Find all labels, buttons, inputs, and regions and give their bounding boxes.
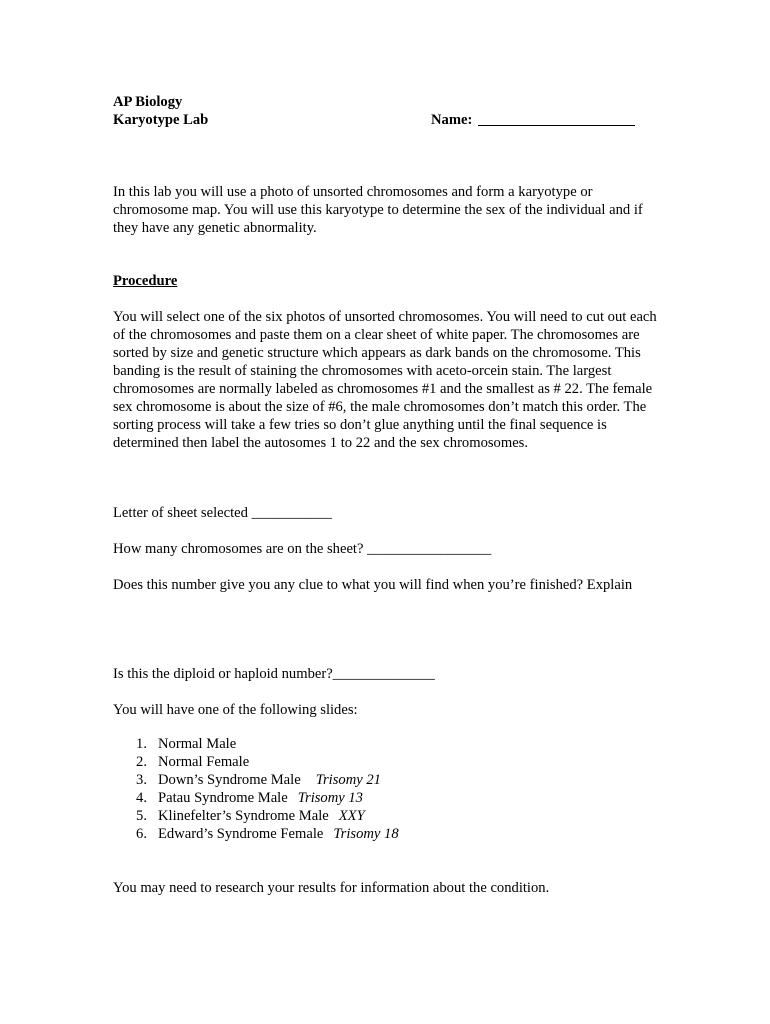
list-item bbox=[113, 771, 613, 789]
list-item-number: 5. bbox=[136, 808, 147, 824]
question-number-clue: Does this number give you any clue to what you will find when you’re finished? Explain bbox=[113, 577, 633, 593]
list-item-number: 2. bbox=[136, 754, 147, 770]
list-item-name: Down’s Syndrome Male bbox=[158, 772, 301, 788]
list-item-name: Patau Syndrome Male bbox=[158, 790, 288, 806]
list-item bbox=[113, 735, 613, 753]
list-item bbox=[113, 825, 613, 843]
list-item-name: Normal Male bbox=[158, 736, 237, 752]
list-item-name: Normal Female bbox=[158, 754, 250, 770]
list-item-note: XXY bbox=[338, 808, 365, 824]
list-item-number: 6. bbox=[136, 826, 147, 842]
question-diploid-haploid: Is this the diploid or haploid number?______________ bbox=[113, 666, 435, 682]
list-item-name: Klinefelter’s Syndrome Male bbox=[158, 808, 329, 824]
procedure-paragraph: You will select one of the six photos of unsorted chromosomes. You will need to cut out each of the chromosomes and paste them on a clear sheet of white paper. The chromosomes are sorted by size and genetic structure which appears as dark bands on the chromosome. This banding is the result of staining the chromosomes with aceto-orcein stain. The largest chromosomes are normally labeled as chromosomes #1 and the smallest as # 22. The female sex chromosome is about the size of #6, the male chromosomes don’t match this order. The sorting process will take a few tries so don’t glue anything until the final sequence is determined then label the autosomes 1 to 22 and the sex chromosomes. bbox=[113, 309, 657, 451]
procedure-heading: Procedure bbox=[113, 273, 178, 289]
course-title: AP Biology bbox=[113, 94, 183, 110]
list-item bbox=[113, 807, 613, 825]
list-item-note: Trisomy 18 bbox=[333, 826, 399, 842]
list-item-number: 3. bbox=[136, 772, 147, 788]
slides-intro: You will have one of the following slides: bbox=[113, 702, 358, 718]
question-sheet-letter: Letter of sheet selected ___________ bbox=[113, 505, 332, 521]
slide-list bbox=[113, 735, 613, 843]
list-item bbox=[113, 789, 613, 807]
name-blank-line[interactable] bbox=[478, 125, 635, 126]
list-item-number: 1. bbox=[136, 736, 147, 752]
lab-title: Karyotype Lab bbox=[113, 112, 209, 128]
list-item-note: Trisomy 21 bbox=[315, 772, 381, 788]
list-item bbox=[113, 753, 613, 771]
list-item-name: Edward’s Syndrome Female bbox=[158, 826, 324, 842]
list-item-note: Trisomy 13 bbox=[297, 790, 363, 806]
closing-note: You may need to research your results for information about the condition. bbox=[113, 880, 550, 896]
name-label: Name: bbox=[431, 112, 473, 128]
question-chromosome-count: How many chromosomes are on the sheet? _________________ bbox=[113, 541, 492, 557]
list-item-number: 4. bbox=[136, 790, 147, 806]
intro-paragraph: In this lab you will use a photo of unsorted chromosomes and form a karyotype or chromosome map. You will use this karyotype to determine the sex of the individual and if they have any genetic abnormality. bbox=[113, 184, 643, 236]
